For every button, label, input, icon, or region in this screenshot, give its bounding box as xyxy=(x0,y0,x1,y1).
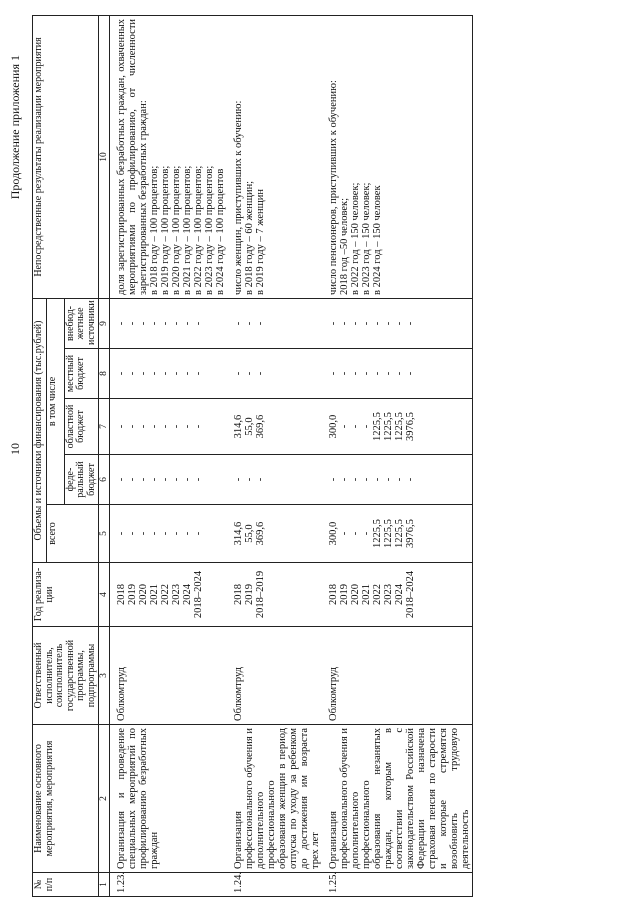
local-value: - xyxy=(394,371,405,376)
extrabudget-value: - xyxy=(233,321,244,326)
extrabudget-value: - xyxy=(138,321,149,326)
column-number: 1 xyxy=(99,873,110,897)
column-number: 4 xyxy=(99,563,110,627)
federal-value: - xyxy=(361,477,372,482)
page-number: 10 xyxy=(8,443,22,455)
year-value: 2020 xyxy=(350,584,361,605)
year-value: 2023 xyxy=(171,584,182,605)
extrabudget-value: - xyxy=(372,321,383,326)
local xyxy=(227,349,322,399)
result-item: в 2022 год – 150 человек; xyxy=(350,182,361,295)
extrabudget-value: - xyxy=(350,321,361,326)
total-value: 1225,5 xyxy=(394,519,405,548)
federal-value: - xyxy=(116,477,127,482)
result-text: доля зарегистрированных безработных граждан, охваченных мероприятиями по профилированию, от численности зарегистрированных безработных граждан: xyxy=(116,18,149,295)
federal-value: - xyxy=(328,477,339,482)
regional-value: - xyxy=(127,424,138,429)
result-item: 2018 год –50 человек; xyxy=(339,197,350,295)
result xyxy=(110,15,228,298)
result-item: в 2022 году – 100 процентов; xyxy=(193,165,204,295)
measure-name: Организация профессионального обучения и дополнительного профессионального образования женщин в период отпуска по уходу за ребенком до достижения им возраста трех лет xyxy=(227,725,322,873)
local-value: - xyxy=(233,371,244,376)
regional-value: 1225,5 xyxy=(383,412,394,441)
local xyxy=(322,349,473,399)
column-number: 8 xyxy=(99,349,110,399)
total xyxy=(110,505,228,563)
federal-value: - xyxy=(339,477,350,482)
header-total: всего xyxy=(46,505,99,563)
extrabudget xyxy=(110,298,228,348)
extrabudget-value: - xyxy=(182,321,193,326)
extrabudget-value: - xyxy=(171,321,182,326)
column-number: 7 xyxy=(99,399,110,455)
table-header xyxy=(33,15,110,896)
year-value: 2021 xyxy=(149,584,160,605)
local-value: - xyxy=(361,371,372,376)
local-value: - xyxy=(171,371,182,376)
total-value: - xyxy=(350,531,361,536)
total-value: - xyxy=(171,531,182,536)
year-value: 2018–2024 xyxy=(405,570,416,619)
regional-value: - xyxy=(350,424,361,429)
regional-value: - xyxy=(149,424,160,429)
regional-value: 3976,5 xyxy=(405,412,416,441)
local-value: - xyxy=(339,371,350,376)
result-item: в 2021 году – 100 процентов; xyxy=(182,165,193,295)
federal-value: - xyxy=(383,477,394,482)
local-value: - xyxy=(405,371,416,376)
federal-value: - xyxy=(405,477,416,482)
regional-value: - xyxy=(193,424,204,429)
header-federal: феде-ральный бюджет xyxy=(64,455,99,505)
local-value: - xyxy=(244,371,255,376)
responsible: Облкомтруд xyxy=(110,627,228,725)
header-name: Наименование основного мероприятия, мероприятия xyxy=(33,725,99,873)
total xyxy=(227,505,322,563)
regional xyxy=(110,399,228,455)
regional-value: - xyxy=(160,424,171,429)
federal-value: - xyxy=(127,477,138,482)
total-value: 1225,5 xyxy=(372,519,383,548)
local xyxy=(110,349,228,399)
column-number: 6 xyxy=(99,455,110,505)
header-local: местный бюджет xyxy=(64,349,99,399)
header-result: Непосредственные результаты реализации мероприятия xyxy=(33,15,99,298)
extrabudget-value: - xyxy=(405,321,416,326)
year-value: 2019 xyxy=(244,584,255,605)
local-value: - xyxy=(149,371,160,376)
extrabudget-value: - xyxy=(361,321,372,326)
extrabudget-value: - xyxy=(339,321,350,326)
regional-value: - xyxy=(138,424,149,429)
local-value: - xyxy=(182,371,193,376)
extrabudget-value: - xyxy=(328,321,339,326)
total-value: - xyxy=(339,531,350,536)
federal xyxy=(227,455,322,505)
local-value: - xyxy=(193,371,204,376)
year-value: 2019 xyxy=(339,584,350,605)
year xyxy=(227,563,322,627)
regional-value: - xyxy=(182,424,193,429)
result xyxy=(322,15,473,298)
header-extrabudget: внебюд-жетные источники xyxy=(64,298,99,348)
federal-value: - xyxy=(394,477,405,482)
year-value: 2018–2024 xyxy=(193,570,204,619)
extrabudget xyxy=(322,298,473,348)
regional xyxy=(322,399,473,455)
regional-value: 55,0 xyxy=(244,417,255,436)
table-body xyxy=(110,15,473,896)
total-value: 3976,5 xyxy=(405,519,416,548)
table-row xyxy=(227,15,322,896)
column-number: 5 xyxy=(99,505,110,563)
result-item: в 2019 году – 7 женщин xyxy=(255,189,266,295)
measure-name: Организация и проведение специальных мероприятий по профилированию безработных граждан xyxy=(110,725,228,873)
total-value: 1225,5 xyxy=(383,519,394,548)
regional-value: - xyxy=(339,424,350,429)
extrabudget-value: - xyxy=(244,321,255,326)
federal-value: - xyxy=(182,477,193,482)
regional-value: 369,6 xyxy=(255,414,266,439)
year-value: 2018 xyxy=(233,584,244,605)
total xyxy=(322,505,473,563)
local-value: - xyxy=(383,371,394,376)
year xyxy=(322,563,473,627)
column-number-row xyxy=(99,15,110,896)
local-value: - xyxy=(255,371,266,376)
local-value: - xyxy=(372,371,383,376)
regional-value: 1225,5 xyxy=(394,412,405,441)
column-number: 10 xyxy=(99,15,110,298)
result-item: в 2020 году – 100 процентов; xyxy=(171,165,182,295)
local-value: - xyxy=(328,371,339,376)
year xyxy=(110,563,228,627)
extrabudget xyxy=(227,298,322,348)
federal-value: - xyxy=(244,477,255,482)
header-year: Год реализа-ции xyxy=(33,563,99,627)
regional-value: - xyxy=(361,424,372,429)
extrabudget-value: - xyxy=(127,321,138,326)
year-value: 2019 xyxy=(127,584,138,605)
responsible: Облкомтруд xyxy=(322,627,473,725)
federal-value: - xyxy=(160,477,171,482)
federal-value: - xyxy=(171,477,182,482)
total-value: 369,6 xyxy=(255,521,266,546)
total-value: - xyxy=(127,531,138,536)
header-financing: Объемы и источники финансирования (тыс.рублей) xyxy=(33,298,47,562)
result-item: в 2023 год – 150 человек; xyxy=(361,182,372,295)
federal-value: - xyxy=(372,477,383,482)
table-row xyxy=(322,15,473,896)
result xyxy=(227,15,322,298)
extrabudget-value: - xyxy=(394,321,405,326)
year-value: 2020 xyxy=(138,584,149,605)
federal-value: - xyxy=(350,477,361,482)
federal xyxy=(322,455,473,505)
federal-value: - xyxy=(138,477,149,482)
result-text: число пенсионеров, приступивших к обучению: xyxy=(328,80,339,295)
total-value: 314,6 xyxy=(233,521,244,546)
total-value: - xyxy=(149,531,160,536)
result-item: в 2024 год – 150 человек xyxy=(372,185,383,295)
appendix-caption: Продолжение приложения 1 xyxy=(8,55,22,200)
total-value: 300,0 xyxy=(328,521,339,546)
column-number: 9 xyxy=(99,298,110,348)
row-number: 1.24. xyxy=(227,873,322,897)
total-value: - xyxy=(182,531,193,536)
total-value: - xyxy=(138,531,149,536)
table-row xyxy=(110,15,228,896)
extrabudget-value: - xyxy=(383,321,394,326)
extrabudget-value: - xyxy=(160,321,171,326)
local-value: - xyxy=(160,371,171,376)
local-value: - xyxy=(116,371,127,376)
local-value: - xyxy=(138,371,149,376)
regional-value: 314,6 xyxy=(233,414,244,439)
result-item: в 2023 году – 100 процентов; xyxy=(204,165,215,295)
federal xyxy=(110,455,228,505)
header-responsible: Ответственный исполнитель, соисполнитель государственной программы, подпрограммы xyxy=(33,627,99,725)
year-value: 2022 xyxy=(372,584,383,605)
extrabudget-value: - xyxy=(193,321,204,326)
year-value: 2023 xyxy=(383,584,394,605)
row-number: 1.23. xyxy=(110,873,228,897)
column-number: 3 xyxy=(99,627,110,725)
federal-value: - xyxy=(255,477,266,482)
total-value: 55,0 xyxy=(244,524,255,543)
extrabudget-value: - xyxy=(149,321,160,326)
local-value: - xyxy=(127,371,138,376)
regional-value: - xyxy=(116,424,127,429)
result-item: в 2018 году – 100 процентов; xyxy=(149,165,160,295)
row-number: 1.25. xyxy=(322,873,473,897)
year-value: 2022 xyxy=(160,584,171,605)
total-value: - xyxy=(193,531,204,536)
year-value: 2021 xyxy=(361,584,372,605)
federal-value: - xyxy=(193,477,204,482)
result-item: в 2018 году – 60 женщин; xyxy=(244,180,255,295)
header-regional: областной бюджет xyxy=(64,399,99,455)
header-no: № п/п xyxy=(33,873,99,897)
column-number: 2 xyxy=(99,725,110,873)
responsible: Облкомтруд xyxy=(227,627,322,725)
year-value: 2018–2019 xyxy=(255,570,266,619)
total-value: - xyxy=(116,531,127,536)
total-value: - xyxy=(361,531,372,536)
federal-value: - xyxy=(233,477,244,482)
extrabudget-value: - xyxy=(116,321,127,326)
measure-name: Организация профессионального обучения и дополнительного профессионального образования незанятых граждан, которым в соответствии с законодательством Российской Федерации назначена страховая пенсия по старости и которые стремятся возобновить трудовую деятельность xyxy=(322,725,473,873)
result-item: в 2024 году – 100 процентов xyxy=(215,168,226,295)
year-value: 2024 xyxy=(182,584,193,605)
total-value: - xyxy=(160,531,171,536)
measures-table xyxy=(32,15,473,897)
result-item: в 2019 году – 100 процентов; xyxy=(160,165,171,295)
year-value: 2018 xyxy=(116,584,127,605)
result-text: число женщин, приступивших к обучению: xyxy=(233,100,244,295)
regional xyxy=(227,399,322,455)
regional-value: 300,0 xyxy=(328,414,339,439)
year-value: 2024 xyxy=(394,584,405,605)
regional-value: 1225,5 xyxy=(372,412,383,441)
federal-value: - xyxy=(149,477,160,482)
local-value: - xyxy=(350,371,361,376)
regional-value: - xyxy=(171,424,182,429)
year-value: 2018 xyxy=(328,584,339,605)
header-including: в том числе xyxy=(46,298,64,504)
extrabudget-value: - xyxy=(255,321,266,326)
